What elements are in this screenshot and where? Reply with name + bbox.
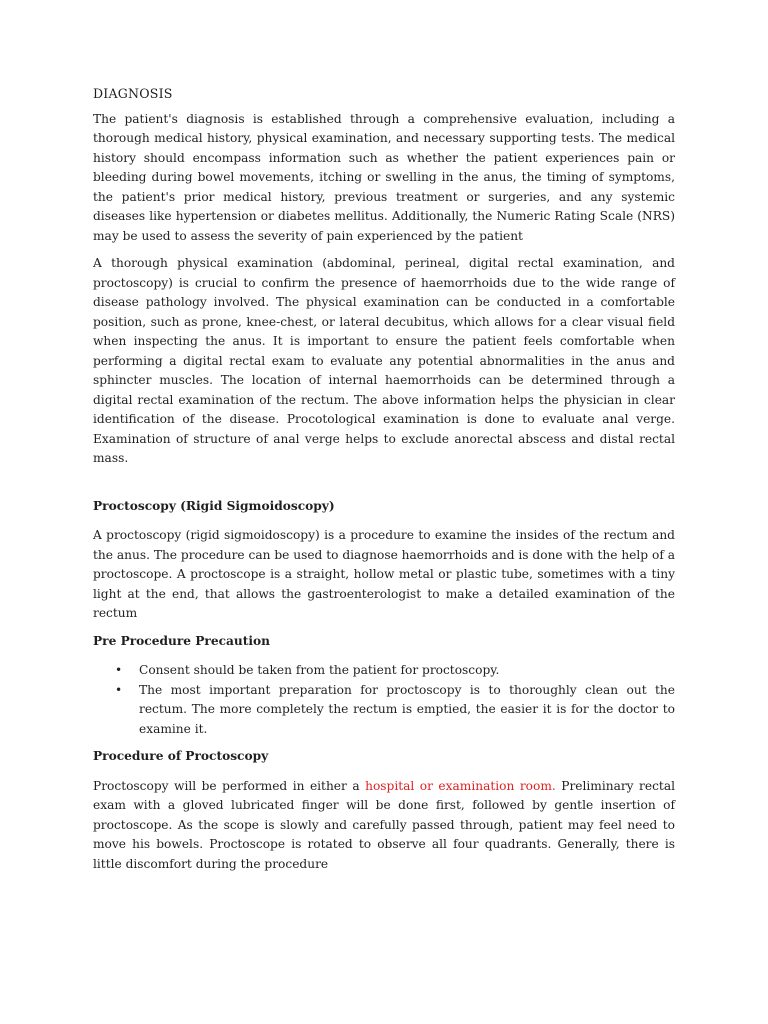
proctoscopy-heading: Proctoscopy (Rigid Sigmoidoscopy) bbox=[93, 498, 335, 513]
list-item: • Consent should be taken from the patient for proctoscopy. bbox=[139, 661, 675, 681]
document-page bbox=[93, 84, 675, 882]
proctoscopy-paragraph: A proctoscopy (rigid sigmoidoscopy) is a procedure to examine the insides of the rectum and the anus. The procedure can be used to diagnose haemorrhoids and is done with the help of a proctoscope. A proctoscope is a straight, hollow metal or plastic tube, sometimes with a tiny light at the end, that allows the gastroenterologist to make a detailed examination of the rectum bbox=[93, 528, 675, 620]
hospital-link-text[interactable]: hospital or examination room. bbox=[365, 778, 556, 793]
procedure-text-start: Proctoscopy will be performed in either a bbox=[93, 778, 366, 793]
pre-procedure-heading: Pre Procedure Precaution bbox=[93, 633, 271, 648]
precaution-list bbox=[93, 661, 675, 739]
diagnosis-paragraph-1: The patient's diagnosis is established through a comprehensive evaluation, including a thorough medical history, physical examination, and necessary supporting tests. The medical history should encompass information such as whether the patient experiences pain or bleeding during bowel movements, itching or swelling in the anus, the timing of symptoms, the patient's prior medical history, previous treatment or surgeries, and any systemic diseases like hypertension or diabetes mellitus. Additionally, the Numeric Rating Scale (NRS) may be used to assess the severity of pain experienced by the patient bbox=[93, 111, 675, 243]
list-item: • The most important preparation for proctoscopy is to thoroughly clean out the rectum. The more completely the rectum is emptied, the easier it is for the doctor to examine it. bbox=[139, 681, 675, 740]
procedure-paragraph bbox=[93, 777, 675, 875]
section-heading-diagnosis: DIAGNOSIS bbox=[93, 86, 173, 101]
procedure-heading: Procedure of Proctoscopy bbox=[93, 749, 269, 763]
diagnosis-paragraph-2: A thorough physical examination (abdominal, perineal, digital rectal examination, and proctoscopy) is crucial to confirm the presence of haemorrhoids due to the wide range of disease pathology involved. The physical examination can be conducted in a comfortable position, such as prone, knee-chest, or lateral decubitus, which allows for a clear visual field when inspecting the anus. It is important to ensure the patient feels comfortable when performing a digital rectal exam to evaluate any potential abnormalities in the anus and sphincter muscles. The location of internal haemorrhoids can be determined through a digital rectal examination of the rectum. The above information helps the physician in clear identification of the disease. Procotological examination is done to evaluate anal verge. Examination of structure of anal verge helps to exclude anorectal abscess and distal rectal mass. bbox=[93, 256, 675, 465]
procedure-text-end: Preliminary rectal exam with a gloved lubricated finger will be done first, followed by gentle insertion of proctoscope. As the scope is slowly and carefully passed through, patient may feel need to move his bowels. Proctoscope is rotated to observe all four quadrants. Generally, there is little discomfort during the procedure bbox=[93, 778, 675, 871]
